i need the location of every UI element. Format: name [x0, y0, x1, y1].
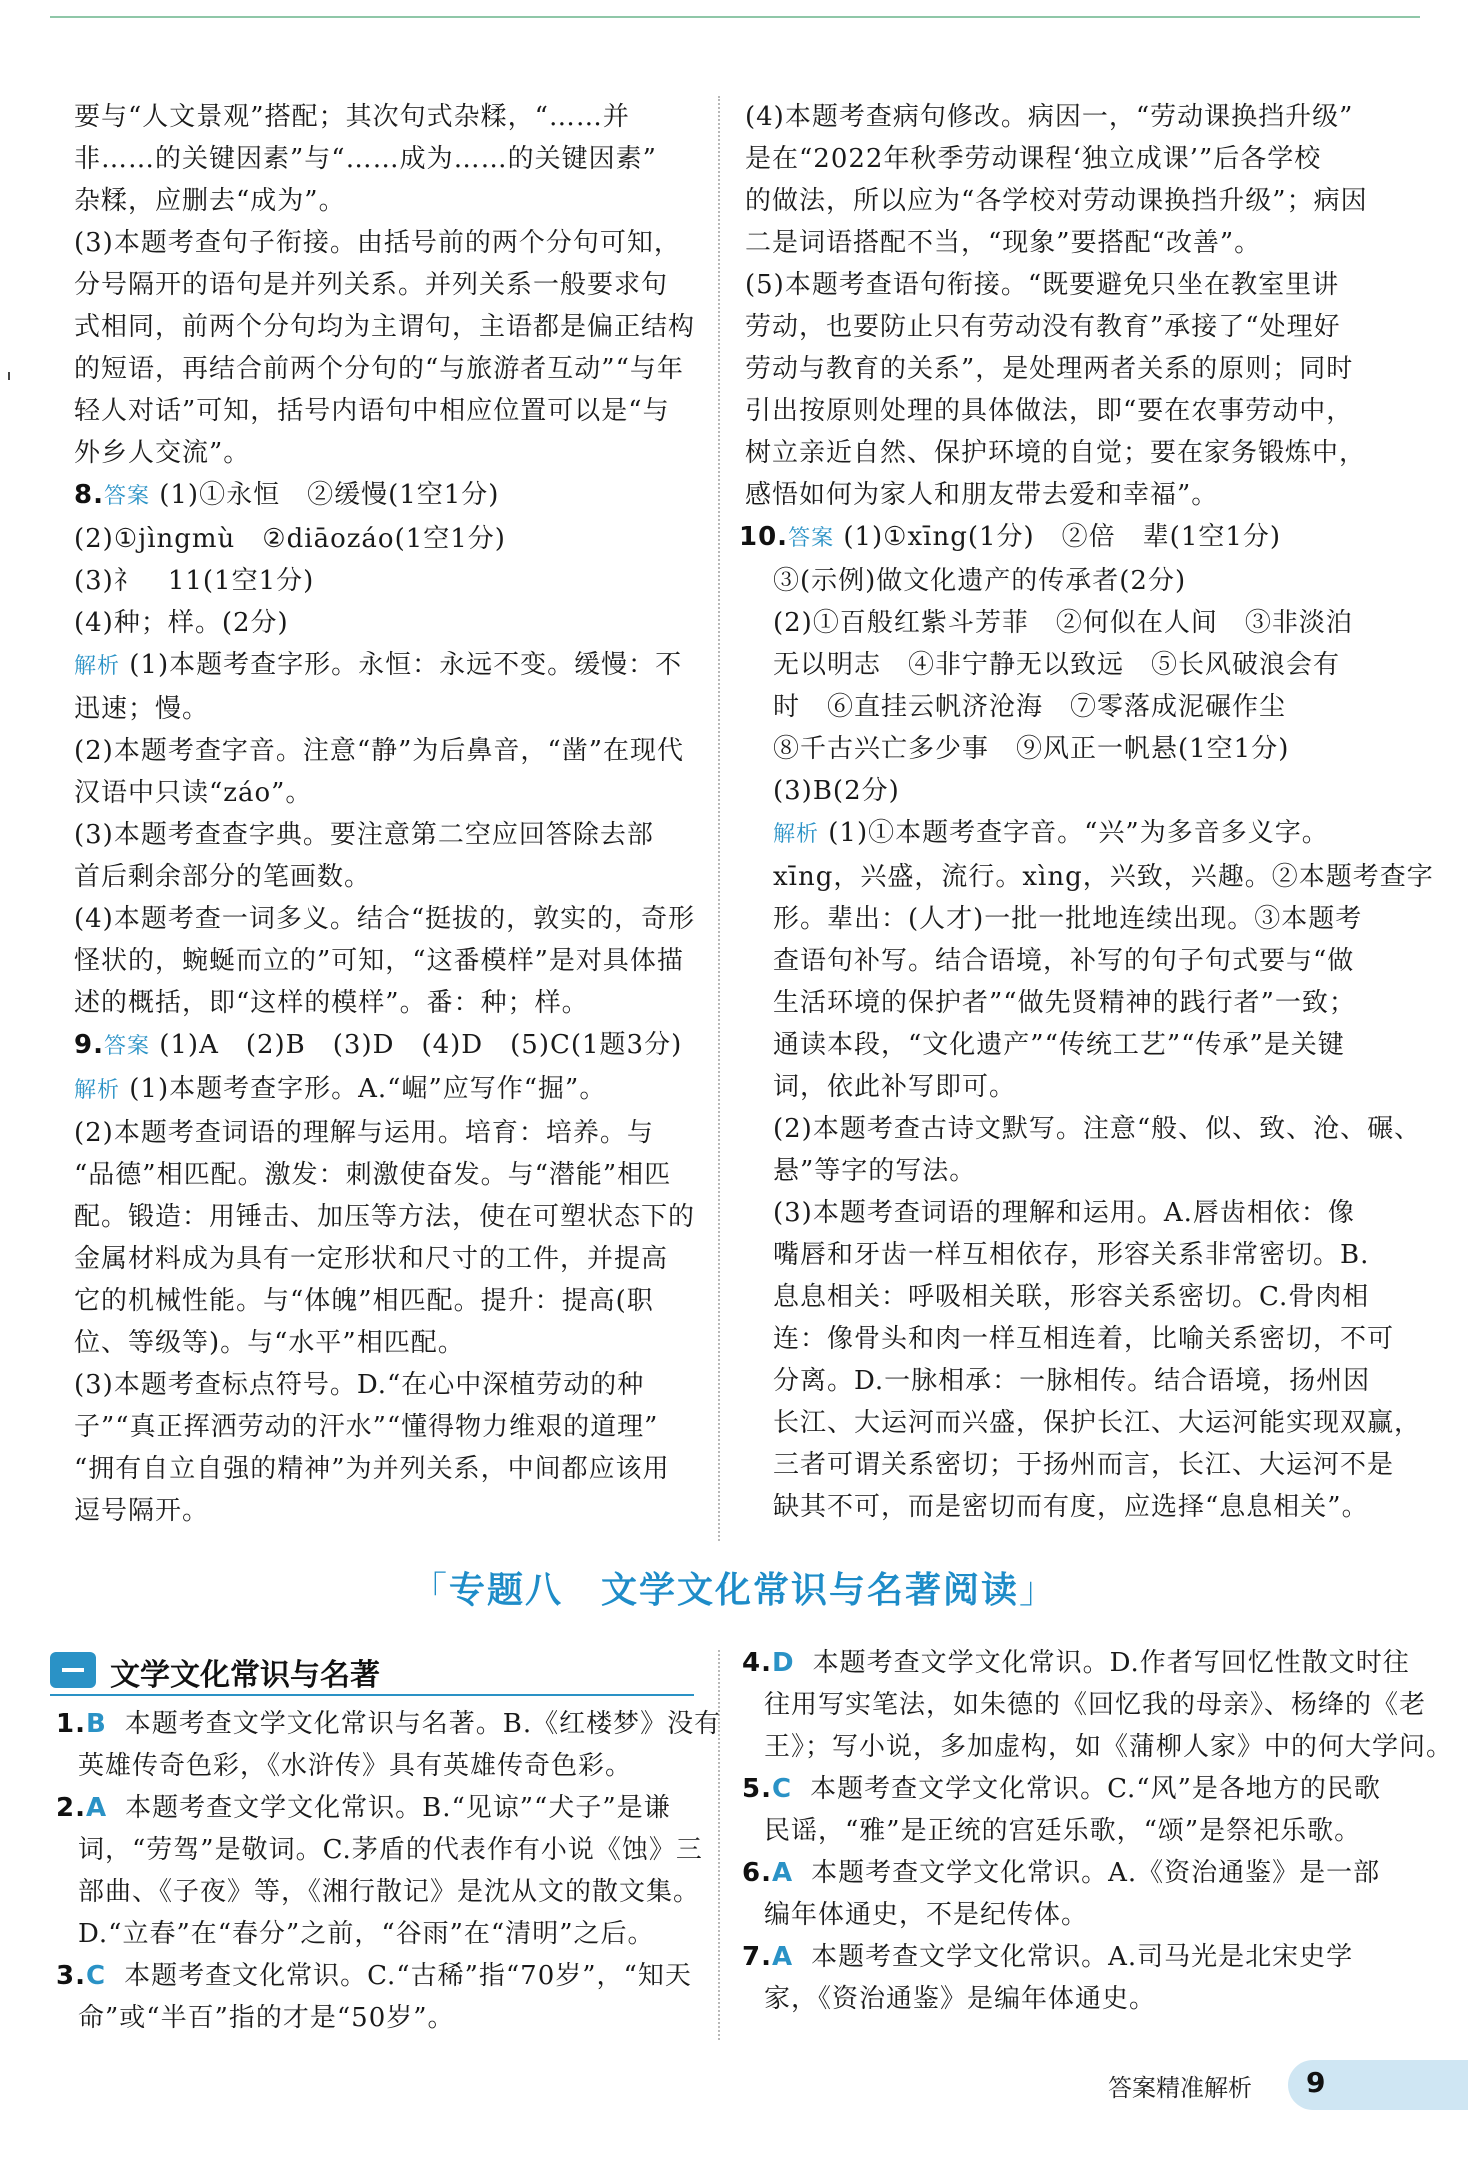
text-line: 分号隔开的语句是并列关系。并列关系一般要求句 — [74, 270, 669, 300]
right-continuation — [745, 96, 1380, 516]
item-number: 7. — [742, 1942, 772, 1972]
text-line: (2)本题考查字音。注意“静”为后鼻音，“凿”在现代 — [74, 736, 684, 766]
text-line: 引出按原则处理的具体做法，即“要在农事劳动中， — [745, 396, 1354, 426]
page-number-tab — [1288, 2060, 1468, 2110]
text-line: 它的机械性能。与“体魄”相匹配。提升：提高(职 — [74, 1286, 654, 1316]
bottom-left-answers — [56, 1703, 722, 2039]
text-line: 部曲、《子夜》等，《湘行散记》是沈从文的散文集。 — [78, 1877, 701, 1907]
question-9 — [74, 1024, 696, 1532]
text-line: 往用写实笔法，如朱德的《回忆我的母亲》、杨绛的《老 — [764, 1690, 1427, 1720]
text-line — [56, 1703, 722, 1745]
text-line: (3)本题考查词语的理解和运用。A.唇齿相依：像 — [773, 1198, 1355, 1228]
q8-analysis — [74, 688, 696, 1024]
text-line: (5)本题考查语句衔接。“既要避免只坐在教室里讲 — [745, 270, 1340, 300]
page-footer — [1108, 2060, 1468, 2110]
text-line: (2)本题考查词语的理解与运用。培育：培养。与 — [74, 1118, 654, 1148]
text-line: (3)本题考查句子衔接。由括号前的两个分句可知， — [74, 228, 681, 258]
text-line: 怪状的，蜿蜒而立的”可知，“这番模样”是对具体描 — [74, 946, 684, 976]
q10-analysis — [745, 856, 1434, 1528]
q9-analysis-tag: 解析 — [74, 1078, 121, 1103]
text-line — [56, 1787, 696, 1829]
item-text: 本题考查文学文化常识与名著。B.《红楼梦》没有 — [124, 1709, 722, 1739]
q10-answer-1: (1)①xīng(1分) ②倍 辈(1空1分) — [843, 522, 1282, 552]
item-letter: A — [771, 1858, 794, 1888]
text-line: 逗号隔开。 — [74, 1496, 210, 1526]
subsection-rule — [50, 1694, 694, 1696]
text-line: 劳动与教育的关系”，是处理两者关系的原则；同时 — [745, 354, 1354, 384]
text-line: “品德”相匹配。激发：刺激使奋发。与“潜能”相匹 — [74, 1160, 672, 1190]
top-rule — [50, 16, 1420, 18]
text-line: (3)本题考查标点符号。D.“在心中深植劳动的种 — [74, 1370, 645, 1400]
text-line — [742, 1852, 1382, 1894]
answer-item — [56, 1787, 703, 1955]
item-text: 本题考查文学文化常识。A.司马光是北宋史学 — [811, 1942, 1354, 1972]
q10-answer-tag: 答案 — [788, 526, 835, 551]
q10-number: 10. — [739, 522, 789, 552]
item-number: 1. — [56, 1709, 86, 1739]
text-line: 杂糅，应删去“成为”。 — [74, 186, 346, 216]
question-10 — [739, 516, 1434, 1528]
text-line: 式相同，前两个分句均为主谓句，主语都是偏正结构 — [74, 312, 696, 342]
section-open-bracket: 「 — [410, 1570, 449, 1611]
q10-answer-line — [739, 516, 1380, 560]
q8-analysis-0: (1)本题考查字形。永恒：永远不变。缓慢：不 — [129, 650, 683, 680]
q8-analysis-tag: 解析 — [74, 654, 121, 679]
q9-analysis-line — [74, 1068, 692, 1112]
text-line: 轻人对话”可知，括号内语句中相应位置可以是“与 — [74, 396, 670, 426]
q10-analysis-first: (1)①本题考查字音。“兴”为多音多义字。 — [828, 818, 1329, 848]
footer-text: 答案精准解析 — [1108, 2074, 1252, 2102]
text-line: 分离。D.一脉相承：一脉相传。结合语境，扬州因 — [773, 1366, 1371, 1396]
text-line: ⑧千古兴亡多少事 ⑨风正一帆悬(1空1分) — [773, 734, 1290, 764]
item-letter: C — [85, 1961, 107, 1991]
text-line: 家，《资治通鉴》是编年体通史。 — [764, 1984, 1157, 2014]
text-line: ③(示例)做文化遗产的传承者(2分) — [773, 566, 1187, 596]
text-line: 长江、大运河而兴盛，保护长江、大运河能实现双赢， — [773, 1408, 1422, 1438]
q8-answer-tag: 答案 — [103, 484, 150, 509]
text-line: 通读本段，“文化遗产”“传统工艺”“传承”是关键 — [773, 1030, 1345, 1060]
q9-analysis — [74, 1112, 696, 1532]
text-line: 二是词语搭配不当，“现象”要搭配“改善”。 — [745, 228, 1262, 258]
answer-item — [742, 1936, 1382, 2020]
text-line: 子”“真正挥洒劳动的汗水”“懂得物力维艰的道理” — [74, 1412, 659, 1442]
q8-analysis-line — [74, 644, 692, 688]
text-line — [742, 1642, 1410, 1684]
text-line: (2)①百般红紫斗芳菲 ②何似在人间 ③非淡泊 — [773, 608, 1353, 638]
text-line: “拥有自立自强的精神”为并列关系，中间都应该用 — [74, 1454, 670, 1484]
q8-answer-2: (2)①jìngmù ②diāozáo(1空1分) — [74, 524, 506, 554]
column-divider — [718, 96, 720, 1541]
item-number: 4. — [742, 1648, 772, 1678]
item-text: 本题考查文学文化常识。B.“见谅”“犬子”是谦 — [125, 1793, 671, 1823]
text-line: 迅速；慢。 — [74, 694, 210, 724]
item-letter: C — [771, 1774, 793, 1804]
q8-answer-1: (1)①永恒 ②缓慢(1空1分) — [159, 480, 500, 510]
item-text: 本题考查文学文化常识。C.“风”是各地方的民歌 — [810, 1774, 1381, 1804]
text-line: 感悟如何为家人和朋友带去爱和幸福”。 — [745, 480, 1219, 510]
item-letter: D — [771, 1648, 795, 1678]
q9-answer-tag: 答案 — [103, 1034, 150, 1059]
left-continuation — [74, 96, 696, 474]
text-line: 英雄传奇色彩，《水浒传》具有英雄传奇色彩。 — [78, 1751, 633, 1781]
item-number: 2. — [56, 1793, 86, 1823]
section-title-text: 专题八 文学文化常识与名著阅读 — [448, 1570, 1019, 1611]
q8-answer-4: (4)种；样。(2分) — [74, 608, 289, 638]
item-number: 3. — [56, 1961, 86, 1991]
text-line: (4)本题考查病句修改。病因一，“劳动课换挡升级” — [745, 102, 1354, 132]
text-line: D.“立春”在“春分”之前，“谷雨”在“清明”之后。 — [78, 1919, 655, 1949]
q10-answers — [745, 560, 1380, 812]
item-letter: A — [771, 1942, 794, 1972]
text-line: 配。锻造：用锤击、加压等方法，使在可塑状态下的 — [74, 1202, 696, 1232]
text-line: 非……的关键因素”与“……成为……的关键因素” — [74, 144, 657, 174]
q9-analysis-0: (1)本题考查字形。A.“崛”应写作“掘”。 — [129, 1074, 607, 1104]
q9-answer: (1)A (2)B (3)D (4)D (5)C(1题3分) — [159, 1030, 683, 1060]
margin-mark — [8, 372, 10, 380]
text-line: 无以明志 ④非宁静无以致远 ⑤长风破浪会有 — [773, 650, 1341, 680]
text-line: 查语句补写。结合语境，补写的句子句式要与“做 — [773, 946, 1355, 976]
text-line: (2)本题考查古诗文默写。注意“般、似、致、沧、碾、 — [773, 1114, 1422, 1144]
text-line: 形。辈出：(人才)一批一批地连续出现。③本题考 — [773, 904, 1363, 934]
text-line: 息息相关：呼吸相关联，形容关系密切。C.骨肉相 — [773, 1282, 1370, 1312]
text-line: (4)本题考查一词多义。结合“挺拔的，敦实的，奇形 — [74, 904, 696, 934]
text-line: 树立亲近自然、保护环境的自觉；要在家务锻炼中， — [745, 438, 1367, 468]
text-line: xīng，兴盛，流行。xìng，兴致，兴趣。②本题考查字 — [773, 862, 1434, 892]
text-line: 外乡人交流”。 — [74, 438, 251, 468]
item-number: 6. — [742, 1858, 772, 1888]
text-line: (3)本题考查查字典。要注意第二空应回答除去部 — [74, 820, 654, 850]
text-line: 汉语中只读“záo”。 — [74, 778, 313, 808]
text-line: 金属材料成为具有一定形状和尺寸的工件，并提高 — [74, 1244, 669, 1274]
answer-item — [56, 1703, 722, 1787]
section-close-bracket: 」 — [1019, 1570, 1058, 1611]
answer-item — [742, 1852, 1382, 1936]
text-line: 词，“劳驾”是敬词。C.茅盾的代表作有小说《蚀》三 — [78, 1835, 703, 1865]
item-letter: A — [85, 1793, 108, 1823]
section-title — [0, 1562, 1468, 1613]
text-line: 的短语，再结合前两个分句的“与旅游者互动”“与年 — [74, 354, 684, 384]
text-line: 时 ⑥直挂云帆济沧海 ⑦零落成泥碾作尘 — [773, 692, 1287, 722]
text-line: 缺其不可，而是密切而有度，应选择“息息相关”。 — [773, 1492, 1369, 1522]
q8-answer-3: (3)礻 11(1空1分) — [74, 566, 315, 596]
text-line: 生活环境的保护者”“做先贤精神的践行者”一致； — [773, 988, 1356, 1018]
bottom-right-answers — [742, 1642, 1454, 2020]
subsection-badge-icon — [50, 1652, 96, 1688]
text-line: 悬”等字的写法。 — [773, 1156, 977, 1186]
text-line: 词，依此补写即可。 — [773, 1072, 1017, 1102]
text-line: 三者可谓关系密切；于扬州而言，长江、大运河不是 — [773, 1450, 1395, 1480]
text-line: 嘴唇和牙齿一样互相依存，形容关系非常密切。B. — [773, 1240, 1370, 1270]
item-text: 本题考查文学文化常识。A.《资治通鉴》是一部 — [811, 1858, 1381, 1888]
item-letter: B — [85, 1709, 107, 1739]
q8-answer-line — [74, 474, 692, 518]
q9-answer-line — [74, 1024, 692, 1068]
text-line — [56, 1955, 696, 1997]
text-line: 位、等级等)。与“水平”相匹配。 — [74, 1328, 465, 1358]
text-line: 民谣，“雅”是正统的宫廷乐歌，“颂”是祭祀乐歌。 — [764, 1816, 1362, 1846]
left-column — [74, 96, 696, 1532]
text-line: 编年体通史，不是纪传体。 — [764, 1900, 1089, 1930]
text-line: 首后剩余部分的笔画数。 — [74, 862, 372, 892]
subsection-label: 文学文化常识与名著 — [110, 1658, 380, 1693]
item-text: 本题考查文学文化常识。D.作者写回忆性散文时往 — [812, 1648, 1410, 1678]
q9-number: 9. — [74, 1030, 104, 1060]
question-8 — [74, 474, 696, 1024]
q8-number: 8. — [74, 480, 104, 510]
subsection-header — [50, 1648, 694, 1694]
text-line: 的做法，所以应为“各学校对劳动课换挡升级”；病因 — [745, 186, 1368, 216]
q10-analysis-line — [745, 812, 1380, 856]
right-column — [739, 96, 1434, 1528]
text-line: 是在“2022年秋季劳动课程‘独立成课’”后各学校 — [745, 144, 1322, 174]
item-text: 本题考查文化常识。C.“古稀”指“70岁”，“知天 — [124, 1961, 692, 1991]
text-line: (3)B(2分) — [773, 776, 900, 806]
answer-item — [56, 1955, 696, 2039]
answer-item — [742, 1642, 1454, 1768]
text-line: 命”或“半百”指的才是“50岁”。 — [78, 2003, 455, 2033]
text-line — [742, 1936, 1382, 1978]
text-line: 述的概括，即“这样的模样”。番：种；样。 — [74, 988, 589, 1018]
answer-item — [742, 1768, 1382, 1852]
q10-analysis-tag: 解析 — [773, 822, 820, 847]
text-line: 王》；写小说，多加虚构，如《蒲柳人家》中的何大学问。 — [764, 1732, 1454, 1762]
text-line — [742, 1768, 1382, 1810]
text-line: 劳动，也要防止只有劳动没有教育”承接了“处理好 — [745, 312, 1341, 342]
page-number: 9 — [1306, 2066, 1326, 2099]
item-number: 5. — [742, 1774, 772, 1804]
text-line: 连：像骨头和肉一样互相连着，比喻关系密切，不可 — [773, 1324, 1395, 1354]
text-line: 要与“人文景观”搭配；其次句式杂糅，“……并 — [74, 102, 630, 132]
